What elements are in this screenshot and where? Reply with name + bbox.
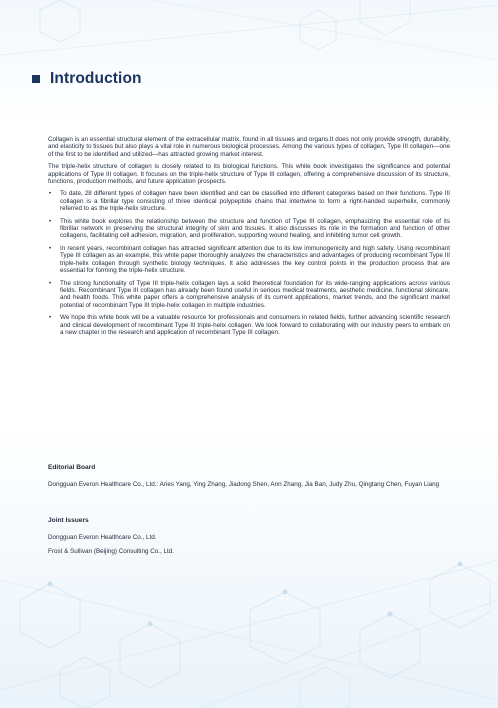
paragraph: The triple-helix structure of collagen is closely related to its biological functions. This white book investigates the significance and potential applications of Type III collagen. It focuses on the triple-helix structure of Type III collagen, offering a comprehensive discussion of its structure, functions, production methods, and future application prospects.	[48, 163, 450, 186]
list-item	[48, 218, 450, 240]
list-item-text: The strong functionality of Type III triple-helix collagen lays a solid theoretical foundation for its wide-ranging applications across various fields. Recombinant Type III collagen has already been found useful in serious medical treatments, aesthetic medicine, functional skincare, and health foods. This white paper offers a comprehensive analysis of its current applications, market trends, and the significant market potential of recombinant Type III triple-helix collagen in multiple industries.	[60, 279, 450, 309]
bullet-icon: •	[49, 314, 52, 322]
editorial-board-title: Editorial Board	[48, 464, 96, 471]
joint-issuers-section	[48, 516, 452, 562]
editorial-board-section	[48, 463, 452, 493]
list-item-text: This white book explores the relationship between the structure and function of Type III collagen, emphasizing the essential role of its fibrillar network in preserving the structural integrity of skin and tissues. It also discusses its role in the formation and function of other collagens, facilitating cell adhesion, migration, and proliferation, supporting wound healing, and inhibiting tumor cell growth.	[60, 217, 450, 240]
page-title: Introduction	[50, 70, 142, 87]
issuer-item: Dongguan Everon Healthcare Co., Ltd.	[48, 533, 157, 541]
section-heading	[32, 70, 142, 88]
bullet-icon: •	[49, 279, 52, 287]
editorial-board-members: Dongguan Everon Healthcare Co., Ltd.: Aries Yang, Ying Zhang, Jiadong Shen, Ann Zhang, Jia Ban, Judy Zhu, Qingtang Chen, Fuyan Liang	[48, 480, 440, 488]
list-item-text: We hope this white book will be a valuable resource for professionals and consumers in related fields, further advancing scientific research and clinical development of recombinant Type III triple-helix collagen. We look forward to collaborating with our industry peers to embark on a new chapter in the research and application of recombinant Type III collagen.	[60, 314, 450, 336]
bullet-icon: •	[49, 190, 52, 198]
list-item	[48, 314, 450, 336]
list-item-text: To date, 28 different types of collagen have been identified and can be classified into different categories based on their functions. Type III collagen is a fibrillar type consisting of three identical polypeptide chains that intertwine to form a right-handed superhelix, commonly referred to as the triple-helix structure.	[60, 190, 450, 213]
list-item	[48, 190, 450, 212]
issuer-item: Frost & Sullivan (Beijing) Consulting Co., Ltd.	[48, 548, 174, 556]
list-item	[48, 280, 450, 310]
bullet-list	[48, 190, 450, 336]
list-item	[48, 245, 450, 275]
bullet-icon: •	[49, 244, 52, 252]
heading-square-icon	[32, 75, 40, 83]
bullet-icon: •	[49, 217, 52, 225]
joint-issuers-title: Joint Issuers	[48, 517, 89, 524]
paragraph: Collagen is an essential structural element of the extracellular matrix, found in all tissues and organs.It does not only provide strength, durability, and elasticity to tissues but also plays a vital role in numerous biological processes. Among the various types of collagen, Type III collagen—one of the first to be identified and utilized—has attracted growing market interest.	[48, 136, 450, 158]
introduction-body	[48, 136, 450, 341]
list-item-text: In recent years, recombinant collagen has attracted significant attention due to its low immunogenicity and high safety. Using recombinant Type III collagen as an example, this white paper thoroughly analyzes the characteristics and advantages of producing recombinant Type III triple-helix collagen through synthetic biology techniques. It also addresses the key control points in the production process that are essential for forming the triple-helix structure.	[60, 244, 450, 275]
